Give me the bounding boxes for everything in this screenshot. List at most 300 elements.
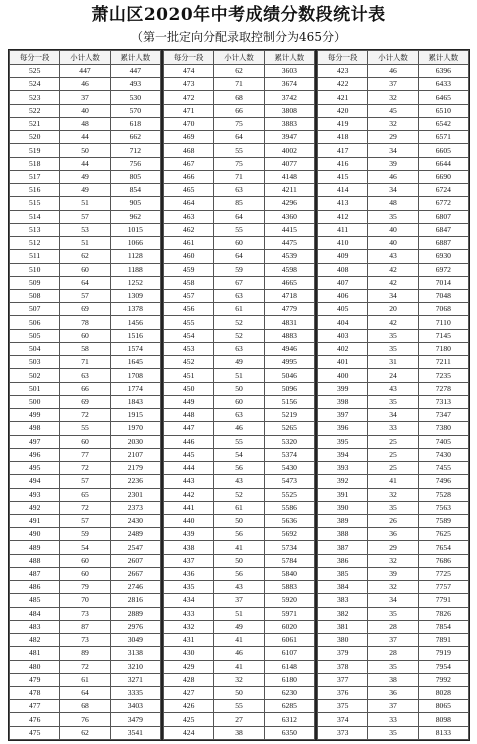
cumulative-cell: 1843 [110,395,160,408]
count-cell: 48 [60,117,110,130]
table-row [318,607,469,620]
score-cell: 438 [164,541,214,554]
score-cell: 386 [318,554,368,567]
count-cell: 55 [214,223,264,236]
count-cell: 32 [214,673,264,686]
cumulative-cell: 6724 [418,184,468,197]
cumulative-cell: 7725 [418,567,468,580]
count-cell: 68 [60,700,110,713]
score-cell: 384 [318,581,368,594]
table-row [318,528,469,541]
count-cell: 50 [214,554,264,567]
table-row [10,594,161,607]
cumulative-cell: 4002 [264,144,314,157]
table-row [318,594,469,607]
score-cell: 503 [10,356,60,369]
count-cell: 54 [60,541,110,554]
table-row [10,197,161,210]
table-row [318,687,469,700]
score-cell: 379 [318,647,368,660]
count-cell: 77 [60,448,110,461]
cumulative-cell: 4665 [264,276,314,289]
count-cell: 32 [368,117,418,130]
cumulative-cell: 7048 [418,289,468,302]
score-cell: 421 [318,91,368,104]
score-cell: 462 [164,223,214,236]
score-block-2 [162,49,316,741]
count-cell: 54 [214,448,264,461]
score-cell: 416 [318,157,368,170]
score-cell: 523 [10,91,60,104]
score-cell: 444 [164,462,214,475]
count-cell: 25 [368,435,418,448]
count-cell: 46 [368,170,418,183]
score-cell: 441 [164,501,214,514]
count-cell: 41 [214,634,264,647]
table-row [318,78,469,91]
count-cell: 41 [214,660,264,673]
count-cell: 58 [60,342,110,355]
score-tables [8,49,470,741]
table-row [164,634,315,647]
table-row [10,289,161,302]
table-row [164,713,315,726]
table-row [318,422,469,435]
table-row [10,673,161,686]
cumulative-cell: 7625 [418,528,468,541]
table-row [10,91,161,104]
cumulative-cell: 7278 [418,382,468,395]
count-cell: 27 [214,713,264,726]
table-row [164,329,315,342]
table-row [318,170,469,183]
count-column-header: 小计人数 [214,51,264,65]
table-row [164,448,315,461]
score-cell: 407 [318,276,368,289]
count-cell: 55 [214,435,264,448]
count-cell: 50 [214,382,264,395]
count-cell: 34 [368,289,418,302]
score-cell: 497 [10,435,60,448]
score-block-1 [8,49,162,741]
count-cell: 62 [60,250,110,263]
table-row [318,104,469,117]
cumulative-cell: 6644 [418,157,468,170]
table-row [10,157,161,170]
count-cell: 57 [60,289,110,302]
table-row [318,581,469,594]
score-cell: 521 [10,117,60,130]
score-cell: 500 [10,395,60,408]
count-cell: 72 [60,660,110,673]
score-cell: 514 [10,210,60,223]
count-cell: 32 [368,91,418,104]
table-row [318,713,469,726]
score-cell: 471 [164,104,214,117]
cumulative-cell: 2547 [110,541,160,554]
count-cell: 50 [214,514,264,527]
count-cell: 71 [214,170,264,183]
cumulative-cell: 570 [110,104,160,117]
score-cell: 491 [10,514,60,527]
count-cell: 55 [214,700,264,713]
table-row [164,673,315,686]
cumulative-cell: 7528 [418,488,468,501]
score-cell: 387 [318,541,368,554]
table-row [10,223,161,236]
table-row [164,369,315,382]
cumulative-cell: 1708 [110,369,160,382]
table-row [318,554,469,567]
score-cell: 375 [318,700,368,713]
cumulative-cell: 1574 [110,342,160,355]
score-cell: 495 [10,462,60,475]
count-cell: 65 [60,488,110,501]
cumulative-cell: 7992 [418,673,468,686]
table-row [318,448,469,461]
score-cell: 451 [164,369,214,382]
count-cell: 85 [214,197,264,210]
cumulative-cell: 805 [110,170,160,183]
cumulative-cell: 6020 [264,620,314,633]
cumulative-cell: 5636 [264,514,314,527]
score-cell: 393 [318,462,368,475]
table-row [10,131,161,144]
score-cell: 403 [318,329,368,342]
cumulative-cell: 1188 [110,263,160,276]
score-cell: 474 [164,65,214,78]
count-cell: 20 [368,303,418,316]
score-cell: 463 [164,210,214,223]
score-cell: 376 [318,687,368,700]
table-row [318,435,469,448]
score-cell: 388 [318,528,368,541]
count-cell: 61 [214,303,264,316]
table-row [164,65,315,78]
score-cell: 450 [164,382,214,395]
table-row [164,435,315,448]
cumulative-cell: 7919 [418,647,468,660]
cumulative-cell: 962 [110,210,160,223]
table-row [10,170,161,183]
count-cell: 60 [214,395,264,408]
cumulative-cell: 6465 [418,91,468,104]
cumulative-cell: 3049 [110,634,160,647]
table-row [164,488,315,501]
count-cell: 37 [60,91,110,104]
score-cell: 411 [318,223,368,236]
cumulative-cell: 5734 [264,541,314,554]
score-cell: 498 [10,422,60,435]
table-row [318,660,469,673]
count-cell: 41 [368,475,418,488]
cumulative-cell: 4946 [264,342,314,355]
score-cell: 437 [164,554,214,567]
cumulative-cell: 1970 [110,422,160,435]
table-row [164,462,315,475]
count-cell: 76 [60,713,110,726]
table-row [10,634,161,647]
score-cell: 510 [10,263,60,276]
cumulative-cell: 7235 [418,369,468,382]
table-row [318,541,469,554]
score-cell: 410 [318,237,368,250]
cumulative-cell: 5046 [264,369,314,382]
cumulative-cell: 3541 [110,726,160,739]
count-cell: 56 [214,528,264,541]
score-cell: 428 [164,673,214,686]
score-cell: 381 [318,620,368,633]
table-row [164,78,315,91]
table-row [10,554,161,567]
count-cell: 51 [60,237,110,250]
table-row [164,117,315,130]
cumulative-cell: 7954 [418,660,468,673]
cumulative-cell: 6230 [264,687,314,700]
cumulative-cell: 3883 [264,117,314,130]
count-cell: 36 [368,528,418,541]
score-cell: 464 [164,197,214,210]
count-cell: 43 [214,475,264,488]
count-cell: 51 [214,369,264,382]
score-cell: 426 [164,700,214,713]
cumulative-cell: 7654 [418,541,468,554]
score-cell: 398 [318,395,368,408]
table-row [318,263,469,276]
cumulative-cell: 4077 [264,157,314,170]
table-row [10,237,161,250]
count-cell: 64 [214,250,264,263]
cumulative-cell: 6510 [418,104,468,117]
cumulative-cell: 2816 [110,594,160,607]
score-cell: 456 [164,303,214,316]
count-cell: 43 [368,382,418,395]
cumulative-cell: 756 [110,157,160,170]
cumulative-cell: 4415 [264,223,314,236]
score-cell: 391 [318,488,368,501]
cumulative-cell: 7757 [418,581,468,594]
cumulative-cell: 5840 [264,567,314,580]
table-row [318,395,469,408]
score-cell: 487 [10,567,60,580]
table-row [10,303,161,316]
cumulative-cell: 530 [110,91,160,104]
table-row [164,409,315,422]
cumulative-cell: 1128 [110,250,160,263]
count-cell: 34 [368,594,418,607]
count-cell: 40 [368,237,418,250]
count-cell: 52 [214,329,264,342]
count-cell: 28 [368,620,418,633]
cumulative-cell: 1774 [110,382,160,395]
score-cell: 446 [164,435,214,448]
score-cell: 392 [318,475,368,488]
count-cell: 69 [60,395,110,408]
score-cell: 419 [318,117,368,130]
score-cell: 413 [318,197,368,210]
score-cell: 470 [164,117,214,130]
cumulative-cell: 4718 [264,289,314,302]
table-row [10,144,161,157]
score-cell: 516 [10,184,60,197]
table-row [164,356,315,369]
table-row [10,528,161,541]
count-cell: 67 [214,276,264,289]
table-row [318,65,469,78]
score-cell: 457 [164,289,214,302]
cumulative-cell: 7110 [418,316,468,329]
count-cell: 52 [214,316,264,329]
table-row [318,276,469,289]
score-cell: 425 [164,713,214,726]
score-cell: 511 [10,250,60,263]
score-cell: 380 [318,634,368,647]
table-row [318,329,469,342]
score-cell: 505 [10,329,60,342]
table-row [318,356,469,369]
score-cell: 396 [318,422,368,435]
table-row [318,157,469,170]
cumulative-cell: 618 [110,117,160,130]
table-row [10,184,161,197]
count-cell: 32 [368,488,418,501]
score-cell: 469 [164,131,214,144]
score-cell: 481 [10,647,60,660]
count-cell: 60 [214,237,264,250]
cumulative-cell: 854 [110,184,160,197]
table-row [318,673,469,686]
count-column-header: 小计人数 [368,51,418,65]
score-cell: 418 [318,131,368,144]
score-cell: 494 [10,475,60,488]
count-cell: 60 [60,329,110,342]
count-cell: 57 [60,475,110,488]
score-cell: 440 [164,514,214,527]
table-row [164,144,315,157]
table-row [10,541,161,554]
table-row [10,514,161,527]
table-row [318,303,469,316]
count-cell: 71 [60,356,110,369]
score-cell: 480 [10,660,60,673]
cumulative-cell: 6180 [264,673,314,686]
score-cell: 385 [318,567,368,580]
count-cell: 64 [214,210,264,223]
cumulative-cell: 3403 [110,700,160,713]
count-cell: 57 [60,514,110,527]
count-cell: 31 [368,356,418,369]
count-cell: 29 [368,541,418,554]
score-cell: 493 [10,488,60,501]
table-row [10,713,161,726]
table-row [318,250,469,263]
table-row [164,263,315,276]
score-cell: 447 [164,422,214,435]
score-cell: 445 [164,448,214,461]
table-row [318,501,469,514]
score-cell: 452 [164,356,214,369]
count-cell: 38 [214,726,264,739]
table-row [164,223,315,236]
cumulative-cell: 2607 [110,554,160,567]
cumulative-cell: 2179 [110,462,160,475]
score-column-header: 每分一段 [164,51,214,65]
table-row [164,660,315,673]
cumulative-cell: 5784 [264,554,314,567]
score-cell: 422 [318,78,368,91]
count-cell: 73 [60,607,110,620]
table-row [10,435,161,448]
score-cell: 466 [164,170,214,183]
count-cell: 447 [60,65,110,78]
table-row [10,422,161,435]
count-cell: 35 [368,395,418,408]
cumulative-cell: 6930 [418,250,468,263]
table-row [10,382,161,395]
table-row [164,501,315,514]
count-cell: 42 [368,276,418,289]
cumulative-cell: 7891 [418,634,468,647]
table-row [318,131,469,144]
count-cell: 48 [368,197,418,210]
count-cell: 35 [368,660,418,673]
score-cell: 442 [164,488,214,501]
cumulative-cell: 7589 [418,514,468,527]
cumulative-cell: 7347 [418,409,468,422]
score-cell: 435 [164,581,214,594]
count-cell: 46 [60,78,110,91]
table-row [318,382,469,395]
table-row [10,329,161,342]
table-row [164,303,315,316]
table-row [164,528,315,541]
score-cell: 513 [10,223,60,236]
cumulative-cell: 8098 [418,713,468,726]
count-cell: 60 [60,554,110,567]
table-row [10,409,161,422]
count-cell: 34 [368,184,418,197]
count-cell: 61 [214,501,264,514]
count-cell: 35 [368,210,418,223]
score-cell: 409 [318,250,368,263]
count-cell: 51 [60,197,110,210]
cumulative-cell: 7145 [418,329,468,342]
table-row [318,237,469,250]
cumulative-cell: 1309 [110,289,160,302]
score-cell: 482 [10,634,60,647]
cumulative-cell: 905 [110,197,160,210]
cumulative-cell: 7455 [418,462,468,475]
score-column-header: 每分一段 [10,51,60,65]
table-row [164,395,315,408]
score-cell: 412 [318,210,368,223]
cumulative-cell: 7496 [418,475,468,488]
score-table-3 [317,50,469,740]
score-table-2 [163,50,315,740]
score-cell: 400 [318,369,368,382]
cumulative-cell: 2667 [110,567,160,580]
cumulative-cell: 3271 [110,673,160,686]
cumulative-cell: 5586 [264,501,314,514]
cumulative-cell: 2889 [110,607,160,620]
cumulative-cell: 5971 [264,607,314,620]
table-row [10,342,161,355]
score-cell: 502 [10,369,60,382]
table-row [318,726,469,739]
count-cell: 35 [368,726,418,739]
score-cell: 443 [164,475,214,488]
count-cell: 39 [368,157,418,170]
